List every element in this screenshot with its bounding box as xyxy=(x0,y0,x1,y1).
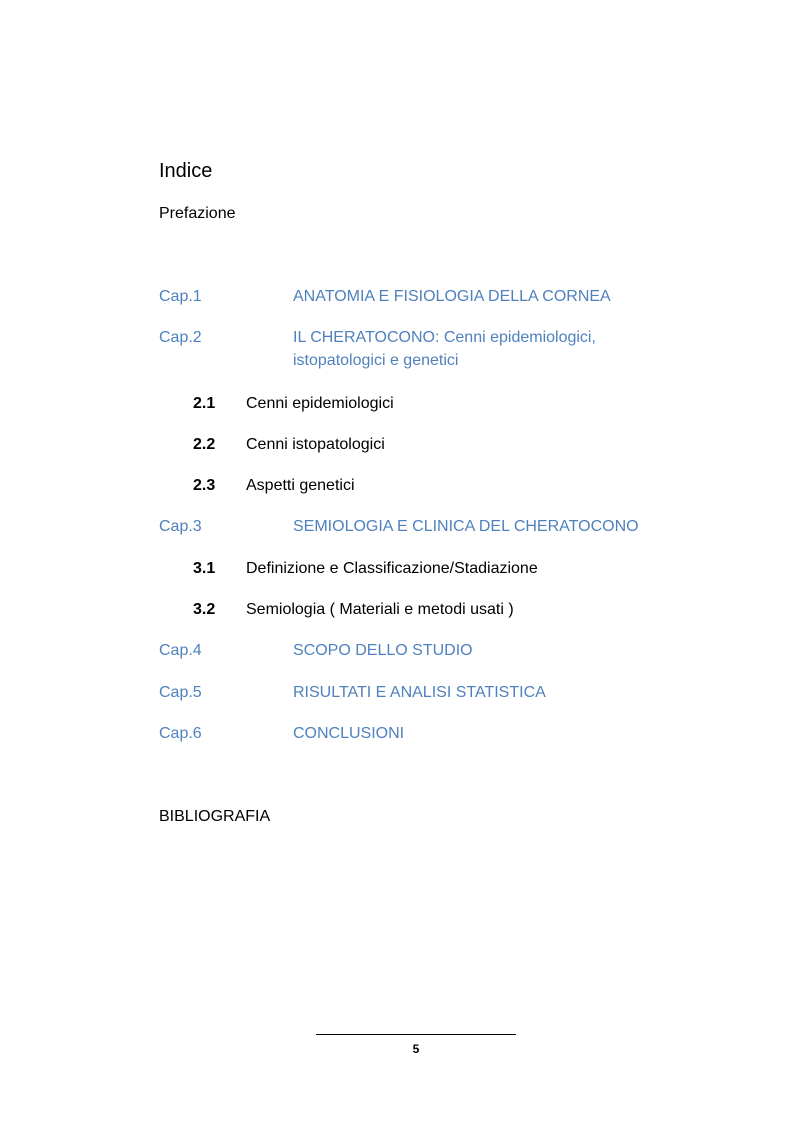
section-2-1-number: 2.1 xyxy=(193,395,216,412)
section-2-2-title: Cenni istopatologici xyxy=(246,436,385,453)
chapter-4-label: Cap.4 xyxy=(159,642,202,659)
page-number: 5 xyxy=(412,1042,420,1056)
section-2-3-number: 2.3 xyxy=(193,477,216,494)
chapter-2-title: IL CHERATOCONO: Cenni epidemiologici, xyxy=(293,329,596,346)
section-3-1-number: 3.1 xyxy=(193,560,216,577)
section-2-1-title: Cenni epidemiologici xyxy=(246,395,394,412)
chapter-3-label: Cap.3 xyxy=(159,518,202,535)
chapter-5-title: RISULTATI E ANALISI STATISTICA xyxy=(293,684,546,701)
footer-divider xyxy=(316,1034,516,1035)
chapter-2-title-line2: istopatologici e genetici xyxy=(293,352,459,369)
preface-entry: Prefazione xyxy=(159,205,236,222)
chapter-2-label: Cap.2 xyxy=(159,329,202,346)
toc-title: Indice xyxy=(159,160,213,182)
chapter-3-title: SEMIOLOGIA E CLINICA DEL CHERATOCONO xyxy=(293,518,639,535)
section-2-3-title: Aspetti genetici xyxy=(246,477,355,494)
chapter-1-label: Cap.1 xyxy=(159,288,202,305)
chapter-6-title: CONCLUSIONI xyxy=(293,725,405,742)
chapter-6-label: Cap.6 xyxy=(159,725,202,742)
section-2-2-number: 2.2 xyxy=(193,436,216,453)
section-3-2-number: 3.2 xyxy=(193,601,216,618)
chapter-4-title: SCOPO DELLO STUDIO xyxy=(293,642,473,659)
section-3-2-title: Semiologia ( Materiali e metodi usati ) xyxy=(246,601,514,618)
chapter-5-label: Cap.5 xyxy=(159,684,202,701)
chapter-1-title: ANATOMIA E FISIOLOGIA DELLA CORNEA xyxy=(293,288,611,305)
bibliography-entry: BIBLIOGRAFIA xyxy=(159,808,271,825)
section-3-1-title: Definizione e Classificazione/Stadiazione xyxy=(246,560,538,577)
